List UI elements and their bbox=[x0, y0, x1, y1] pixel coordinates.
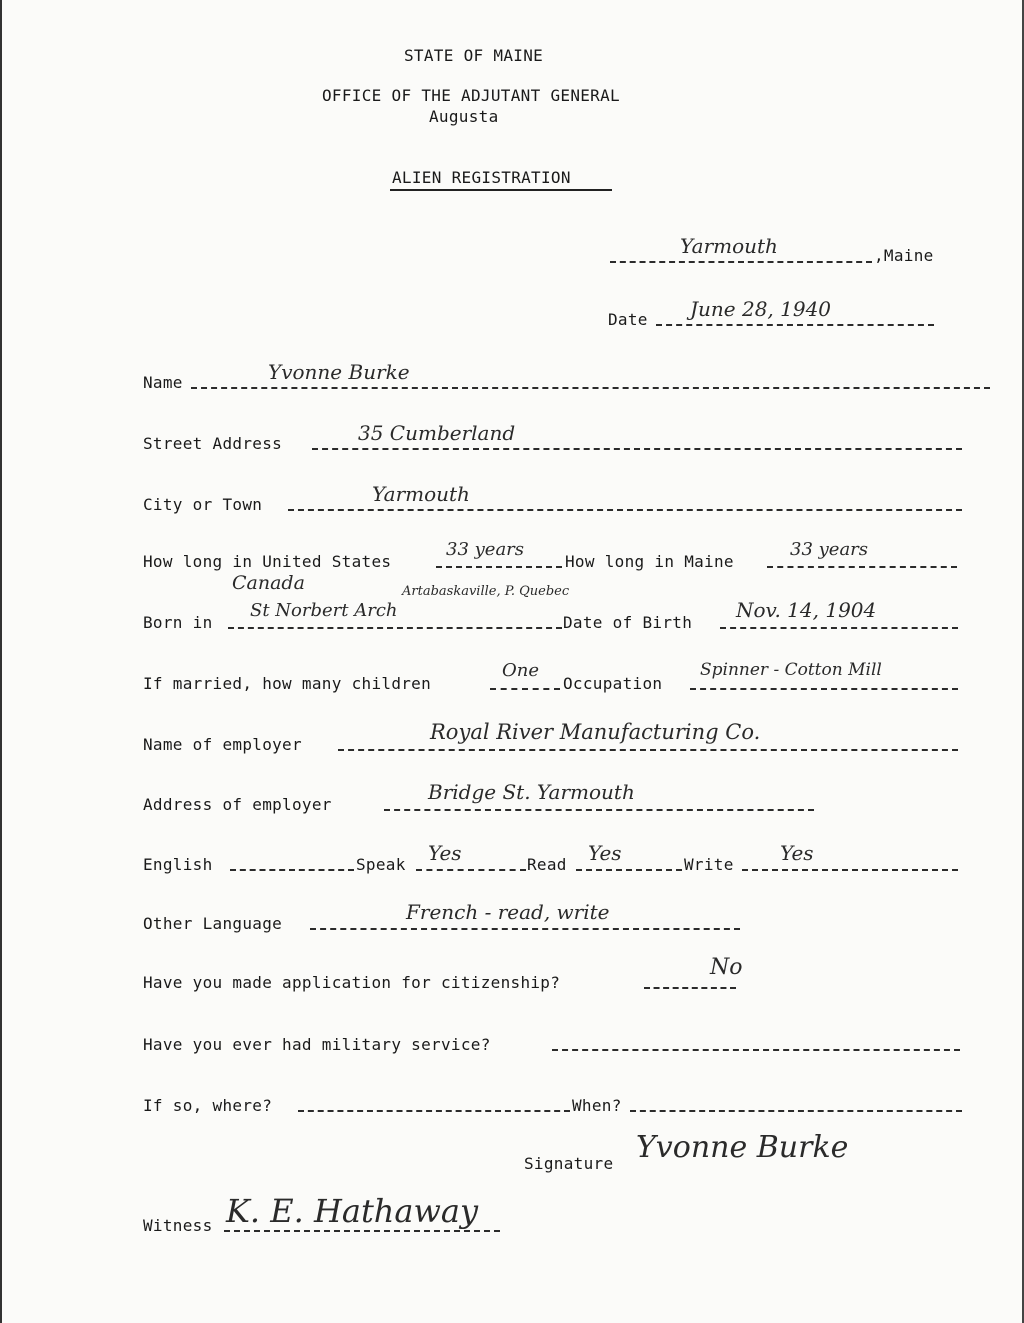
occupation-line bbox=[690, 688, 958, 690]
other-language-value: French - read, write bbox=[406, 900, 610, 924]
witness-line bbox=[224, 1230, 500, 1232]
born-in-value: St Norbert Arch bbox=[250, 600, 398, 621]
employer-line bbox=[338, 749, 958, 751]
how-long-maine-label: How long in Maine bbox=[565, 552, 734, 571]
place-suffix: ,Maine bbox=[874, 246, 934, 265]
when-line bbox=[630, 1110, 962, 1112]
city-line bbox=[288, 509, 962, 511]
born-note-country: Canada bbox=[232, 572, 305, 594]
state-heading: STATE OF MAINE bbox=[404, 46, 544, 65]
place-line bbox=[610, 261, 872, 263]
military-line bbox=[552, 1049, 960, 1051]
born-in-label: Born in bbox=[143, 613, 213, 632]
employer-value: Royal River Manufacturing Co. bbox=[430, 720, 761, 744]
street-label: Street Address bbox=[143, 434, 283, 453]
how-long-maine-line bbox=[767, 566, 957, 568]
when-label: When? bbox=[572, 1096, 622, 1115]
occupation-label: Occupation bbox=[563, 674, 663, 693]
english-label: English bbox=[143, 855, 213, 874]
other-language-label: Other Language bbox=[143, 914, 283, 933]
born-in-line bbox=[228, 627, 562, 629]
born-note-place: Artabaskaville, P. Quebec bbox=[402, 584, 570, 599]
date-label: Date bbox=[608, 310, 648, 329]
employer-label: Name of employer bbox=[143, 735, 302, 754]
street-line bbox=[312, 448, 962, 450]
read-line bbox=[576, 869, 682, 871]
employer-address-label: Address of employer bbox=[143, 795, 332, 814]
citizenship-value: No bbox=[710, 955, 743, 980]
speak-line bbox=[416, 869, 526, 871]
city-label: City or Town bbox=[143, 495, 263, 514]
military-label: Have you ever had military service? bbox=[143, 1035, 491, 1054]
occupation-value: Spinner - Cotton Mill bbox=[700, 660, 882, 680]
place-value: Yarmouth bbox=[680, 234, 778, 258]
how-long-maine-value: 33 years bbox=[790, 539, 869, 560]
name-value: Yvonne Burke bbox=[268, 360, 410, 384]
citizenship-line bbox=[644, 987, 736, 989]
dob-line bbox=[720, 627, 958, 629]
city-heading: Augusta bbox=[429, 107, 499, 126]
signature-label: Signature bbox=[524, 1154, 614, 1173]
children-label: If married, how many children bbox=[143, 674, 432, 693]
city-value: Yarmouth bbox=[372, 482, 470, 506]
employer-address-line bbox=[384, 809, 814, 811]
form-title: ALIEN REGISTRATION bbox=[392, 168, 571, 187]
where-label: If so, where? bbox=[143, 1096, 273, 1115]
read-value: Yes bbox=[588, 841, 622, 865]
dob-value: Nov. 14, 1904 bbox=[736, 598, 877, 622]
children-line bbox=[490, 688, 560, 690]
other-language-line bbox=[310, 928, 740, 930]
children-value: One bbox=[502, 660, 540, 681]
where-line bbox=[298, 1110, 570, 1112]
name-line bbox=[191, 387, 990, 389]
street-value: 35 Cumberland bbox=[358, 421, 516, 445]
write-line bbox=[742, 869, 958, 871]
speak-value: Yes bbox=[428, 841, 462, 865]
date-line bbox=[656, 324, 934, 326]
read-label: Read bbox=[527, 855, 567, 874]
witness-value: K. E. Hathaway bbox=[226, 1192, 479, 1230]
speak-label: Speak bbox=[356, 855, 406, 874]
title-underline bbox=[390, 189, 612, 191]
how-long-us-value: 33 years bbox=[446, 539, 525, 560]
dob-label: Date of Birth bbox=[563, 613, 693, 632]
witness-label: Witness bbox=[143, 1216, 213, 1235]
english-line bbox=[230, 869, 354, 871]
how-long-us-line bbox=[436, 566, 562, 568]
write-value: Yes bbox=[780, 841, 814, 865]
write-label: Write bbox=[684, 855, 734, 874]
signature-value: Yvonne Burke bbox=[636, 1130, 849, 1165]
office-heading: OFFICE OF THE ADJUTANT GENERAL bbox=[322, 86, 620, 105]
citizenship-label: Have you made application for citizenship? bbox=[143, 973, 561, 992]
name-label: Name bbox=[143, 373, 183, 392]
employer-address-value: Bridge St. Yarmouth bbox=[428, 780, 635, 804]
how-long-us-label: How long in United States bbox=[143, 552, 392, 571]
date-value: June 28, 1940 bbox=[690, 297, 832, 321]
